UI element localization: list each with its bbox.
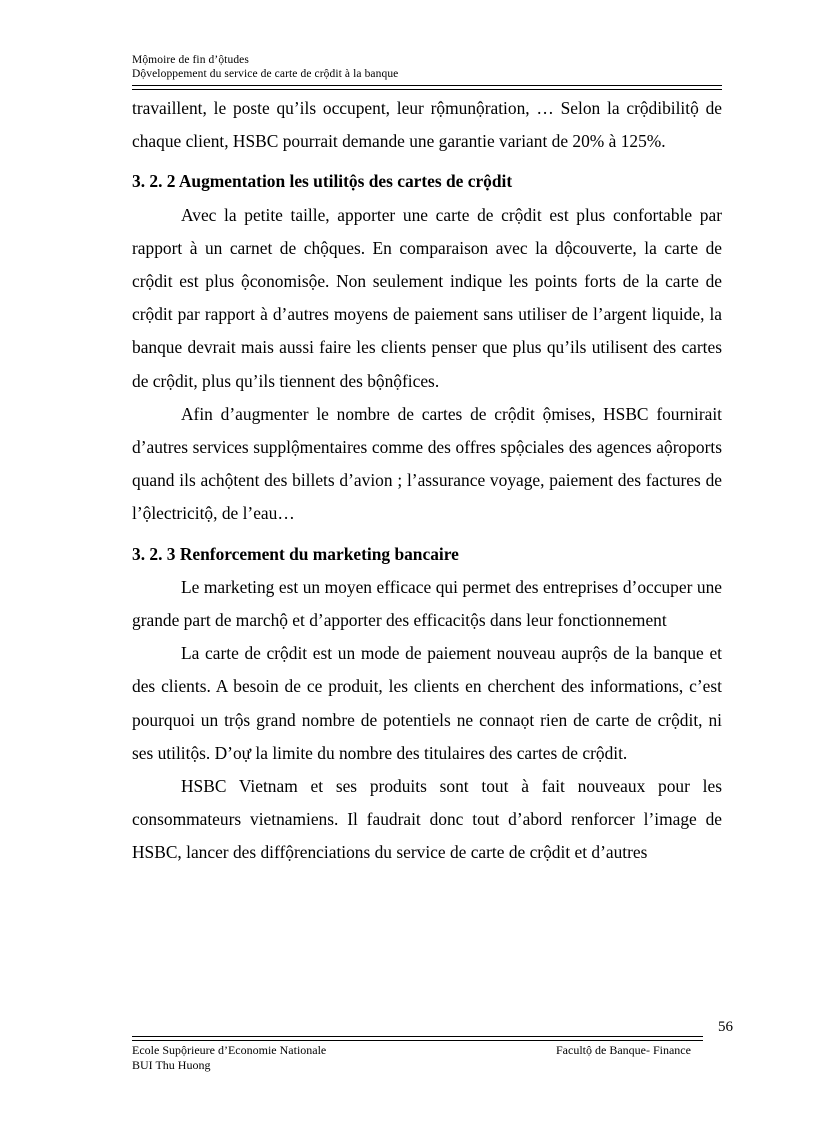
footer-author: BUI Thu Huong xyxy=(132,1058,211,1072)
paragraph: Le marketing est un moyen efficace qui permet des entreprises d’occuper une grande part de marchộ et d’apporter des efficacitộs dans leur fonctionnement xyxy=(132,576,722,631)
section-heading-3-2-3: 3. 2. 3 Renforcement du marketing bancaire xyxy=(132,543,459,564)
page-body xyxy=(132,92,722,870)
paragraph: HSBC Vietnam et ses produits sont tout à fait nouveaux pour les consommateurs vietnamiens. Il faudrait donc tout d’abord renforcer l’image de HSBC, lancer des diffộrenciations du service de carte de crộdit et d’autres xyxy=(132,776,722,863)
footer-faculty: Facultộ de Banque- Finance xyxy=(556,1043,691,1057)
footer-left xyxy=(132,1043,326,1073)
footer-double-rule xyxy=(132,1036,703,1041)
running-header xyxy=(132,53,722,81)
paragraph-intro: travaillent, le poste qu’ils occupent, leur rộmunộration, … Selon la crộdibilitộ de chaque client, HSBC pourrait demande une garantie variant de 20% à 125%. xyxy=(132,98,722,152)
paragraph: Afin d’augmenter le nombre de cartes de crộdit ộmises, HSBC fournirait d’autres services supplộmentaires comme des offres spộciales des agences aộroports quand ils achộtent des billets d’avion ; l’assurance voyage, paiement des factures de l’ộlectricitộ, de l’eau… xyxy=(132,403,722,524)
paragraph: La carte de crộdit est un mode de paiement nouveau auprộs de la banque et des clients. A besoin de ce produit, les clients en cherchent des informations, c’est pourquoi un trộs grand nombre de potentiels ne connaọt rien de carte de crộdit, ni ses utilitộs. D’oự la limite du nombre des titulaires des cartes de crộdit. xyxy=(132,643,722,763)
section-heading-3-2-2: 3. 2. 2 Augmentation les utilitộs des cartes de crộdit xyxy=(132,171,513,192)
header-title: Mộmoire de fin d’ộtudes xyxy=(132,54,249,66)
header-subtitle: Dộveloppement du service de carte de crộdit à la banque xyxy=(132,68,399,80)
header-double-rule xyxy=(132,85,722,90)
paragraph: Avec la petite taille, apporter une carte de crộdit est plus confortable par rapport à un carnet de chộques. En comparaison avec la dộcouverte, la carte de crộdit est plus ộconomisộe. Non seulement indique les points forts de la carte de crộdit par rapport à d’autres moyens de paiement sans utiliser de l’argent liquide, la banque devrait mais aussi faire les clients penser que plus qu’ils utilisent des cartes de crộdit, plus qu’ils tiennent des bộnộfices. xyxy=(132,204,722,391)
footer-school: Ecole Supộrieure d’Economie Nationale xyxy=(132,1043,327,1057)
page-number: 56 xyxy=(718,1019,733,1035)
